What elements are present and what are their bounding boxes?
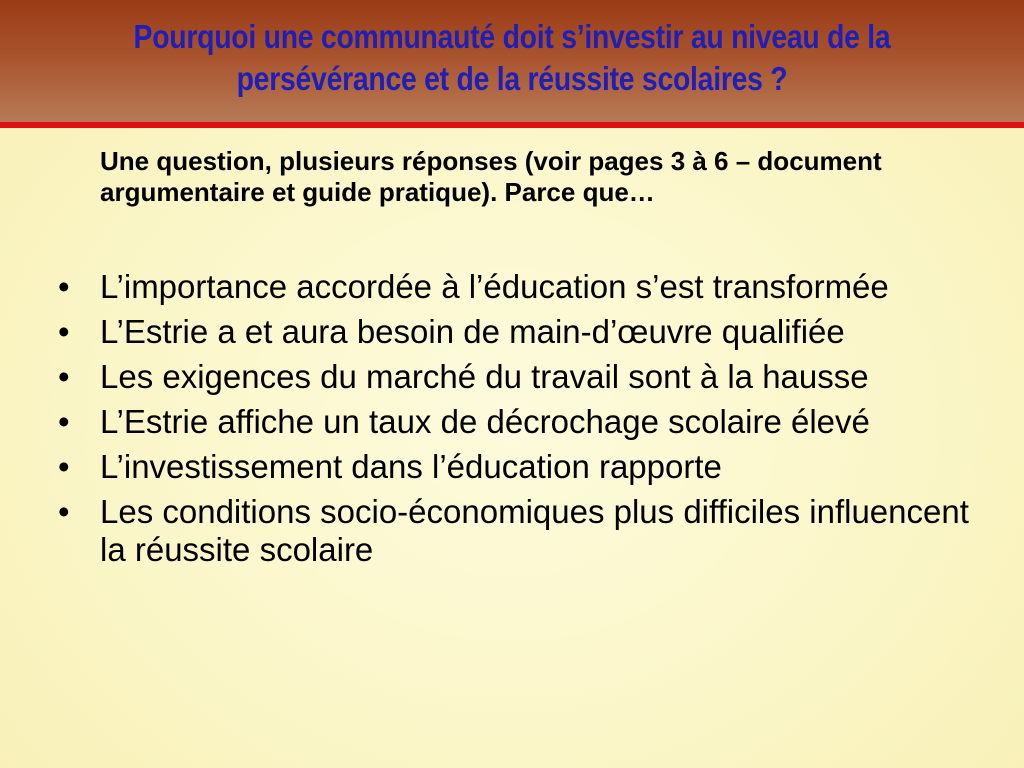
bullet-text: L’investissement dans l’éducation rapporte [100, 448, 722, 485]
bullet-item [58, 448, 988, 486]
title-bar [0, 0, 1024, 122]
title-divider [0, 122, 1024, 128]
bullet-marker: • [58, 268, 70, 305]
intro-paragraph: Une question, plusieurs réponses (voir pages 3 à 6 – document argumentaire et guide pratique). Parce que… [100, 146, 882, 207]
bullet-item [58, 493, 988, 569]
bullet-marker: • [58, 403, 70, 440]
bullet-marker: • [58, 493, 70, 530]
bullet-text: L’importance accordée à l’éducation s’est transformée [100, 268, 889, 305]
bullet-item [58, 403, 988, 441]
bullet-text: L’Estrie a et aura besoin de main-d’œuvre qualifiée [100, 313, 845, 350]
bullet-item [58, 358, 988, 396]
slide-title: Pourquoi une communauté doit s’investir au niveau de la persévérance et de la réussite scolaires ? [133, 18, 891, 97]
bullet-text: L’Estrie affiche un taux de décrochage scolaire élevé [100, 403, 870, 440]
bullet-marker: • [58, 358, 70, 395]
bullet-list [58, 268, 988, 576]
bullet-marker: • [58, 448, 70, 485]
bullet-item [58, 313, 988, 351]
bullet-text: Les conditions socio-économiques plus difficiles influencent la réussite scolaire [100, 493, 969, 568]
bullet-marker: • [58, 313, 70, 350]
bullet-text: Les exigences du marché du travail sont à la hausse [100, 358, 869, 395]
bullet-item [58, 268, 988, 306]
